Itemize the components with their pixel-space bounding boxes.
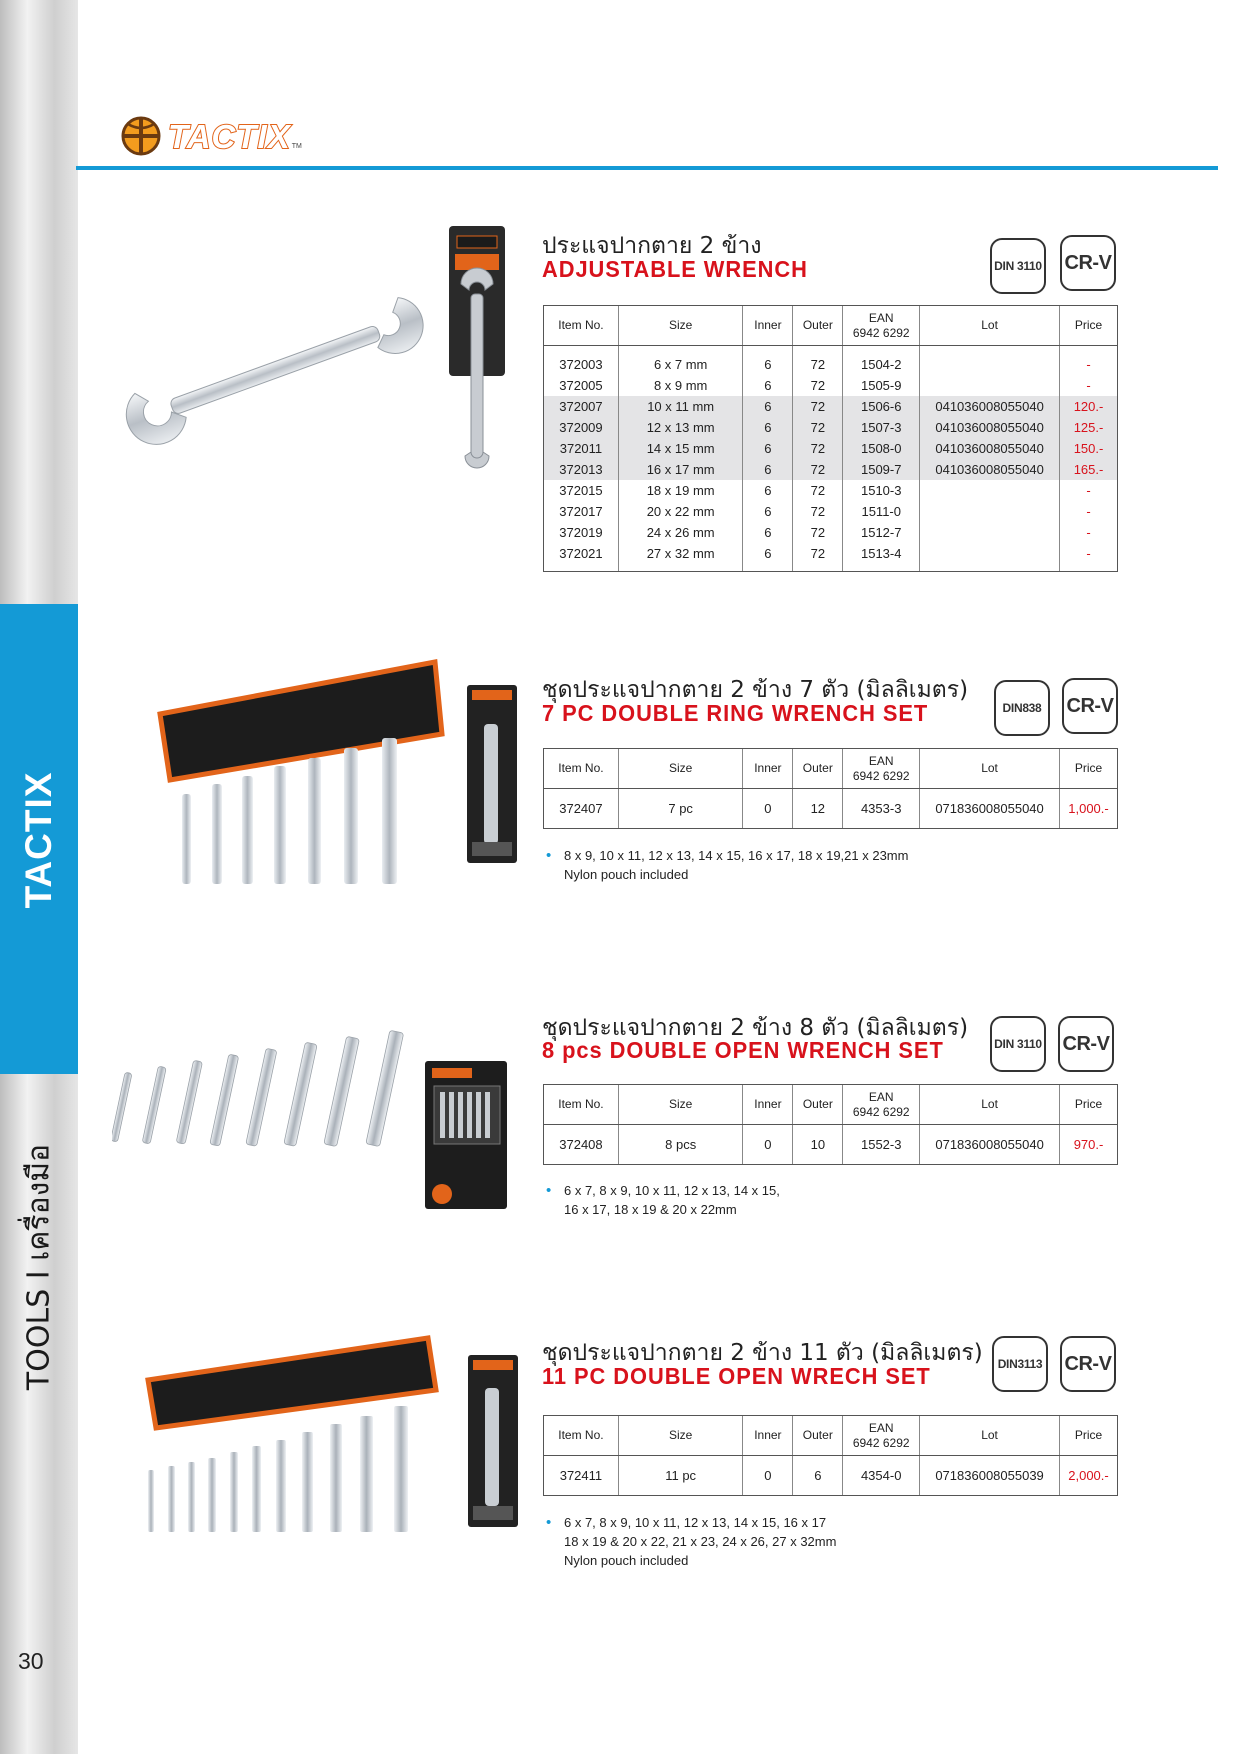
col-price: Price: [1060, 1085, 1118, 1125]
cell-item-no: 372013: [544, 459, 619, 480]
cell-ean: 4354-0: [843, 1456, 920, 1496]
table-row: [544, 459, 1118, 480]
cell-inner: 6: [743, 480, 793, 501]
8pcs-set-package-photo: [424, 1060, 508, 1210]
cell-price: 150.-: [1060, 438, 1118, 459]
cell-outer: 72: [793, 459, 843, 480]
cell-size: 8 pcs: [618, 1125, 743, 1165]
col-ean: [843, 306, 920, 346]
cell-inner: 6: [743, 396, 793, 417]
single-wrench-package-photo: [447, 224, 507, 482]
cell-outer: 72: [793, 501, 843, 522]
cell-size: 10 x 11 mm: [618, 396, 743, 417]
cell-item-no: 372408: [544, 1125, 619, 1165]
cell-ean: 1504-2: [843, 354, 920, 375]
crv-material-badge: [1062, 678, 1118, 734]
tactix-logo: [120, 116, 302, 156]
table-row: [544, 396, 1118, 417]
cell-size: 6 x 7 mm: [618, 354, 743, 375]
cell-lot: [920, 375, 1060, 396]
cell-ean: 1505-9: [843, 375, 920, 396]
col-ean: [843, 749, 920, 789]
single-wrench-photo: [125, 284, 425, 454]
table-row: [544, 438, 1118, 459]
crv-material-badge: [1060, 235, 1116, 291]
cell-size: 14 x 15 mm: [618, 438, 743, 459]
note-line: [546, 1200, 780, 1219]
side-section-label: TOOLS I เครื่องมือ: [21, 1143, 57, 1391]
cell-inner: 6: [743, 522, 793, 543]
cell-outer: 72: [793, 480, 843, 501]
cell-item-no: 372411: [544, 1456, 619, 1496]
cell-item-no: 372007: [544, 396, 619, 417]
col-price: Price: [1059, 749, 1117, 789]
col-price: Price: [1060, 306, 1118, 346]
cell-ean: 1509-7: [843, 459, 920, 480]
cell-size: 8 x 9 mm: [618, 375, 743, 396]
spec-table: [543, 305, 1118, 572]
cell-lot: [920, 480, 1060, 501]
cell-outer: 72: [793, 522, 843, 543]
cell-price: 165.-: [1060, 459, 1118, 480]
cell-lot: 071836008055040: [920, 789, 1060, 829]
ean-line-2: 6942 6292: [852, 768, 910, 783]
cell-ean: 1512-7: [843, 522, 920, 543]
col-lot: Lot: [920, 1416, 1060, 1456]
cell-price: -: [1060, 501, 1118, 522]
cell-outer: 72: [793, 417, 843, 438]
cell-price: 970.-: [1060, 1125, 1118, 1165]
cell-lot: [920, 501, 1060, 522]
cell-size: 27 x 32 mm: [618, 543, 743, 564]
note-text: Nylon pouch included: [564, 867, 689, 882]
product-title-english: 11 PC DOUBLE OPEN WRECH SET: [542, 1363, 931, 1389]
spec-table-body: [544, 789, 1118, 829]
11pc-set-pouch-photo: [138, 1330, 450, 1542]
din-badge-label: DIN 3110: [994, 259, 1042, 273]
product-title-thai: ประแจปากตาย 2 ข้าง: [542, 233, 762, 259]
table-row: [544, 375, 1118, 396]
col-inner: Inner: [743, 1085, 793, 1125]
logo-wordmark: TACTIX: [168, 117, 291, 155]
cell-size: 12 x 13 mm: [618, 417, 743, 438]
cell-item-no: 372003: [544, 354, 619, 375]
col-outer: Outer: [793, 1416, 843, 1456]
cell-item-no: 372005: [544, 375, 619, 396]
spec-table-body: [544, 1456, 1118, 1496]
cell-price: 125.-: [1060, 417, 1118, 438]
product-title-english: 8 pcs DOUBLE OPEN WRENCH SET: [542, 1037, 944, 1063]
table-row: [544, 543, 1118, 564]
col-size: Size: [618, 749, 743, 789]
din-standard-badge: [990, 238, 1046, 294]
cell-ean: 1507-3: [843, 417, 920, 438]
note-line: [546, 865, 908, 884]
ean-line-2: 6942 6292: [852, 1435, 910, 1450]
cell-lot: [920, 522, 1060, 543]
cell-item-no: 372019: [544, 522, 619, 543]
spec-table-body: [544, 1125, 1118, 1165]
note-line: [546, 1551, 836, 1570]
cell-ean: 1552-3: [843, 1125, 920, 1165]
col-lot: Lot: [920, 1085, 1060, 1125]
crv-badge-label: CR-V: [1064, 1352, 1112, 1375]
product-title-thai: ชุดประแจปากตาย 2 ข้าง 8 ตัว (มิลลิเมตร): [542, 1015, 969, 1041]
cell-outer: 72: [793, 396, 843, 417]
note-line: [546, 1181, 780, 1200]
table-row: [544, 1125, 1118, 1165]
note-line: [546, 1513, 836, 1532]
crv-badge-label: CR-V: [1064, 251, 1112, 274]
spec-table-header: [544, 306, 1118, 346]
cell-ean: 1508-0: [843, 438, 920, 459]
8pcs-set-wrenches-photo: [112, 1026, 412, 1158]
header-divider: [76, 166, 1218, 170]
din-standard-badge: [990, 1016, 1046, 1072]
cell-lot: 041036008055040: [920, 438, 1060, 459]
din-standard-badge: [992, 1336, 1048, 1392]
spec-table-body: [544, 346, 1118, 572]
cell-inner: 0: [743, 789, 793, 829]
din-badge-label: DIN838: [1002, 701, 1042, 715]
spec-table: [543, 1084, 1118, 1165]
bullet-icon: •: [546, 847, 552, 864]
cell-price: -: [1060, 522, 1118, 543]
cell-inner: 6: [743, 501, 793, 522]
crv-material-badge: [1058, 1016, 1114, 1072]
cell-size: 24 x 26 mm: [618, 522, 743, 543]
col-item-no: Item No.: [544, 749, 619, 789]
cell-item-no: 372015: [544, 480, 619, 501]
col-ean: [843, 1085, 920, 1125]
cell-lot: 041036008055040: [920, 417, 1060, 438]
cell-size: 18 x 19 mm: [618, 480, 743, 501]
product-notes: [546, 846, 908, 884]
cell-ean: 1513-4: [843, 543, 920, 564]
product-title-thai: ชุดประแจปากตาย 2 ข้าง 7 ตัว (มิลลิเมตร): [542, 677, 969, 703]
cell-ean: 1510-3: [843, 480, 920, 501]
crv-material-badge: [1060, 1336, 1116, 1392]
7pc-set-package-photo: [466, 684, 518, 864]
logo-emblem-icon: [120, 115, 162, 157]
11pc-set-package-photo: [467, 1354, 519, 1528]
cell-size: 7 pc: [618, 789, 743, 829]
table-row: [544, 1456, 1118, 1496]
ean-line-1: EAN: [868, 1090, 894, 1105]
bullet-icon: •: [546, 1514, 552, 1531]
product-title-english: 7 PC DOUBLE RING WRENCH SET: [542, 700, 929, 726]
cell-item-no: 372017: [544, 501, 619, 522]
cell-inner: 6: [743, 375, 793, 396]
cell-size: 11 pc: [618, 1456, 743, 1496]
cell-lot: 041036008055040: [920, 396, 1060, 417]
cell-outer: 72: [793, 438, 843, 459]
col-item-no: Item No.: [544, 1416, 619, 1456]
note-text: Nylon pouch included: [564, 1553, 689, 1568]
cell-outer: 72: [793, 543, 843, 564]
spec-table: [543, 748, 1118, 829]
cell-price: 120.-: [1060, 396, 1118, 417]
col-item-no: Item No.: [544, 306, 619, 346]
note-text: 8 x 9, 10 x 11, 12 x 13, 14 x 15, 16 x 17, 18 x 19,21 x 23mm: [564, 848, 909, 863]
crv-badge-label: CR-V: [1062, 1032, 1110, 1055]
cell-inner: 0: [743, 1125, 793, 1165]
col-size: Size: [618, 1416, 743, 1456]
col-lot: Lot: [920, 749, 1060, 789]
cell-price: -: [1060, 480, 1118, 501]
note-text: 16 x 17, 18 x 19 & 20 x 22mm: [564, 1202, 737, 1217]
din-badge-label: DIN 3110: [994, 1037, 1042, 1051]
cell-lot: 041036008055040: [920, 459, 1060, 480]
crv-badge-label: CR-V: [1066, 694, 1114, 717]
spec-table: [543, 1415, 1118, 1496]
table-row: [544, 501, 1118, 522]
cell-inner: 6: [743, 438, 793, 459]
cell-ean: 4353-3: [843, 789, 920, 829]
cell-outer: 72: [793, 354, 843, 375]
product-title-thai: ชุดประแจปากตาย 2 ข้าง 11 ตัว (มิลลิเมตร): [542, 1340, 983, 1366]
cell-lot: [920, 354, 1060, 375]
note-text: 18 x 19 & 20 x 22, 21 x 23, 24 x 26, 27 x 32mm: [564, 1534, 837, 1549]
table-row: [544, 480, 1118, 501]
cell-price: -: [1060, 543, 1118, 564]
cell-outer: 10: [793, 1125, 843, 1165]
ean-line-2: 6942 6292: [852, 325, 910, 340]
cell-size: 20 x 22 mm: [618, 501, 743, 522]
cell-inner: 6: [743, 459, 793, 480]
col-inner: Inner: [743, 306, 793, 346]
bullet-icon: •: [546, 1182, 552, 1199]
cell-ean: 1506-6: [843, 396, 920, 417]
ean-line-1: EAN: [868, 1421, 894, 1436]
cell-item-no: 372009: [544, 417, 619, 438]
side-brand-label: TACTIX: [18, 771, 59, 909]
cell-size: 16 x 17 mm: [618, 459, 743, 480]
cell-lot: 071836008055039: [920, 1456, 1060, 1496]
table-row: [544, 354, 1118, 375]
note-text: 6 x 7, 8 x 9, 10 x 11, 12 x 13, 14 x 15, 16 x 17: [564, 1515, 827, 1530]
col-item-no: Item No.: [544, 1085, 619, 1125]
cell-item-no: 372011: [544, 438, 619, 459]
col-outer: Outer: [793, 306, 843, 346]
spec-table-header: [544, 1416, 1118, 1456]
product-notes: [546, 1181, 780, 1219]
din-badge-label: DIN3113: [997, 1357, 1043, 1371]
7pc-set-pouch-photo: [150, 654, 450, 899]
ean-line-1: EAN: [868, 754, 894, 769]
product-title-english: ADJUSTABLE WRENCH: [542, 256, 808, 282]
din-standard-badge: [994, 680, 1050, 736]
cell-lot: 071836008055040: [920, 1125, 1060, 1165]
col-lot: Lot: [920, 306, 1060, 346]
page-number: 30: [18, 1648, 44, 1674]
ean-line-2: 6942 6292: [852, 1104, 910, 1119]
logo-trademark: TM: [291, 143, 302, 150]
col-ean: [843, 1416, 920, 1456]
note-line: [546, 1532, 836, 1551]
col-inner: Inner: [743, 1416, 793, 1456]
cell-item-no: 372407: [544, 789, 619, 829]
cell-inner: 6: [743, 354, 793, 375]
spec-table-header: [544, 1085, 1118, 1125]
col-size: Size: [618, 1085, 743, 1125]
cell-inner: 6: [743, 543, 793, 564]
cell-outer: 12: [793, 789, 843, 829]
cell-inner: 0: [743, 1456, 793, 1496]
cell-price: 2,000.-: [1060, 1456, 1118, 1496]
cell-item-no: 372021: [544, 543, 619, 564]
note-text: 6 x 7, 8 x 9, 10 x 11, 12 x 13, 14 x 15,: [564, 1183, 780, 1198]
cell-lot: [920, 543, 1060, 564]
cell-price: -: [1060, 354, 1118, 375]
col-outer: Outer: [793, 749, 843, 789]
col-inner: Inner: [743, 749, 793, 789]
col-outer: Outer: [793, 1085, 843, 1125]
cell-price: -: [1060, 375, 1118, 396]
col-price: Price: [1060, 1416, 1118, 1456]
cell-inner: 6: [743, 417, 793, 438]
product-notes: [546, 1513, 836, 1570]
table-row: [544, 522, 1118, 543]
cell-outer: 72: [793, 375, 843, 396]
table-row: [544, 789, 1118, 829]
table-row: [544, 417, 1118, 438]
ean-line-1: EAN: [868, 311, 894, 326]
col-size: Size: [618, 306, 743, 346]
cell-price: 1,000.-: [1059, 789, 1117, 829]
note-line: [546, 846, 908, 865]
cell-ean: 1511-0: [843, 501, 920, 522]
cell-outer: 6: [793, 1456, 843, 1496]
spec-table-header: [544, 749, 1118, 789]
